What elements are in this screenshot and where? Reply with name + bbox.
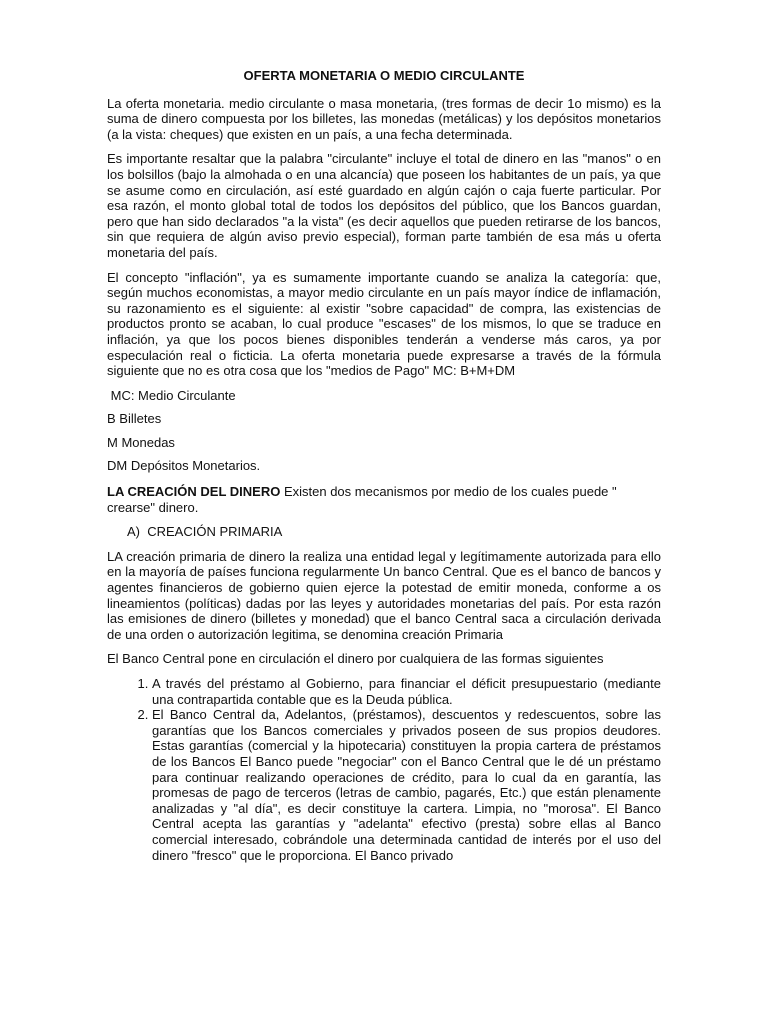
- forms-list: [107, 676, 661, 863]
- list-item: 2. El Banco Central da, Adelantos, (préstamos), descuentos y redescuentos, sobre las garantías que los Bancos comerciales y privados poseen de sus propios deudores. Estas garantías (comercial y la hipotecaria) constituyen la propia cartera de préstamos de los Bancos El Banco puede "negociar" con el Banco Central que le dé un préstamo para continuar realizando operaciones de crédito, para lo cual da en garantía, las promesas de pago de terceros (letras de cambio, pagarés, Etc.) que están plenamente analizadas y "al día", es decir constituye la cartera. Limpia, no "morosa". El Banco Central acepta las garantías y "adelanta" efectivo (presta) sobre ellas al Banco comercial interesado, cobrándole una determinada cantidad de interés por el uso del dinero "fresco" que le proporciona. El Banco privado: [152, 707, 661, 863]
- paragraph-creacion-primaria: LA creación primaria de dinero la realiza una entidad legal y legítimamente autorizada para ello en la mayoría de países funciona regularmente Un banco Central. Que es el banco de bancos y agentes financieros de gobierno quien ejerce la potestad de emitir moneda, conforme a os lineamientos (políticas) dadas por las leyes y autoridades monetarias del país. Por esta razón las emisiones de dinero (billetes y monedad) que el banco Central saca a circulación derivada de una orden o autorización legitima, se denomina creación Primaria: [107, 548, 661, 642]
- list-item: 1. A través del préstamo al Gobierno, para financiar el déficit presupuestario (mediante una contrapartida contable que es la Deuda pública.: [152, 676, 661, 707]
- paragraph-definition: La oferta monetaria. medio circulante o masa monetaria, (tres formas de decir 1o mismo) es la suma de dinero compuesta por los billetes, las monedas (metálicas) y los depósitos monetarios (a la vista: cheques) que existen en un país, a una fecha determinada.: [107, 95, 661, 142]
- paragraph-circulante: Es importante resaltar que la palabra "circulante" incluye el total de dinero en las "manos" o en los bolsillos (bajo la almohada o en una alcancía) que poseen los habitantes de un país, ya que se asume como en circulación, así esté guardado en algún cajón o caja fuerte particular. Por esa razón, el monto global total de todos los depósitos del público, que los Bancos guardan, pero que han sido declarados "a la vista" (es decir aquellos que pueden retirarse de los bancos, sin que requiera de algún aviso previo especial), forman parte también de esa más u oferta monetaria del país.: [107, 151, 661, 260]
- document-page: [107, 68, 661, 863]
- document-title: OFERTA MONETARIA O MEDIO CIRCULANTE: [243, 68, 525, 83]
- paragraph-creacion: [107, 484, 661, 515]
- section-text-creacion: Existen dos mecanismos por medio de los cuales puede " crearse" dinero.: [107, 484, 617, 515]
- definition-dm: DM Depósitos Monetarios.: [107, 458, 261, 474]
- definition-mc: MC: Medio Circulante: [107, 387, 236, 403]
- definition-b: B Billetes: [107, 411, 162, 427]
- paragraph-formas: El Banco Central pone en circulación el dinero por cualquiera de las formas siguientes: [107, 651, 604, 667]
- subheading-creacion-primaria: A) CREACIÓN PRIMARIA: [127, 524, 283, 540]
- paragraph-inflacion: El concepto "inflación", ya es sumamente importante cuando se analiza la categoría: que, según muchos economistas, a mayor medio circulante en un país mayor índice de inflamación, su razonamiento es el siguiente: al existir "sobre capacidad" de compra, las existencias de productos pronto se acaban, lo cual produce "escases" de los mismos, lo que se traduce en inflación, ya que los pocos bienes disponibles tenderán a venderse más caros, ya por especulación real o ficticia. La oferta monetaria puede expresarse a través de la fórmula siguiente que no es otra cosa que los "medios de Pago" MC: B+M+DM: [107, 269, 661, 379]
- section-heading-creacion: LA CREACIÓN DEL DINERO: [107, 484, 281, 500]
- definition-m: M Monedas: [107, 434, 175, 450]
